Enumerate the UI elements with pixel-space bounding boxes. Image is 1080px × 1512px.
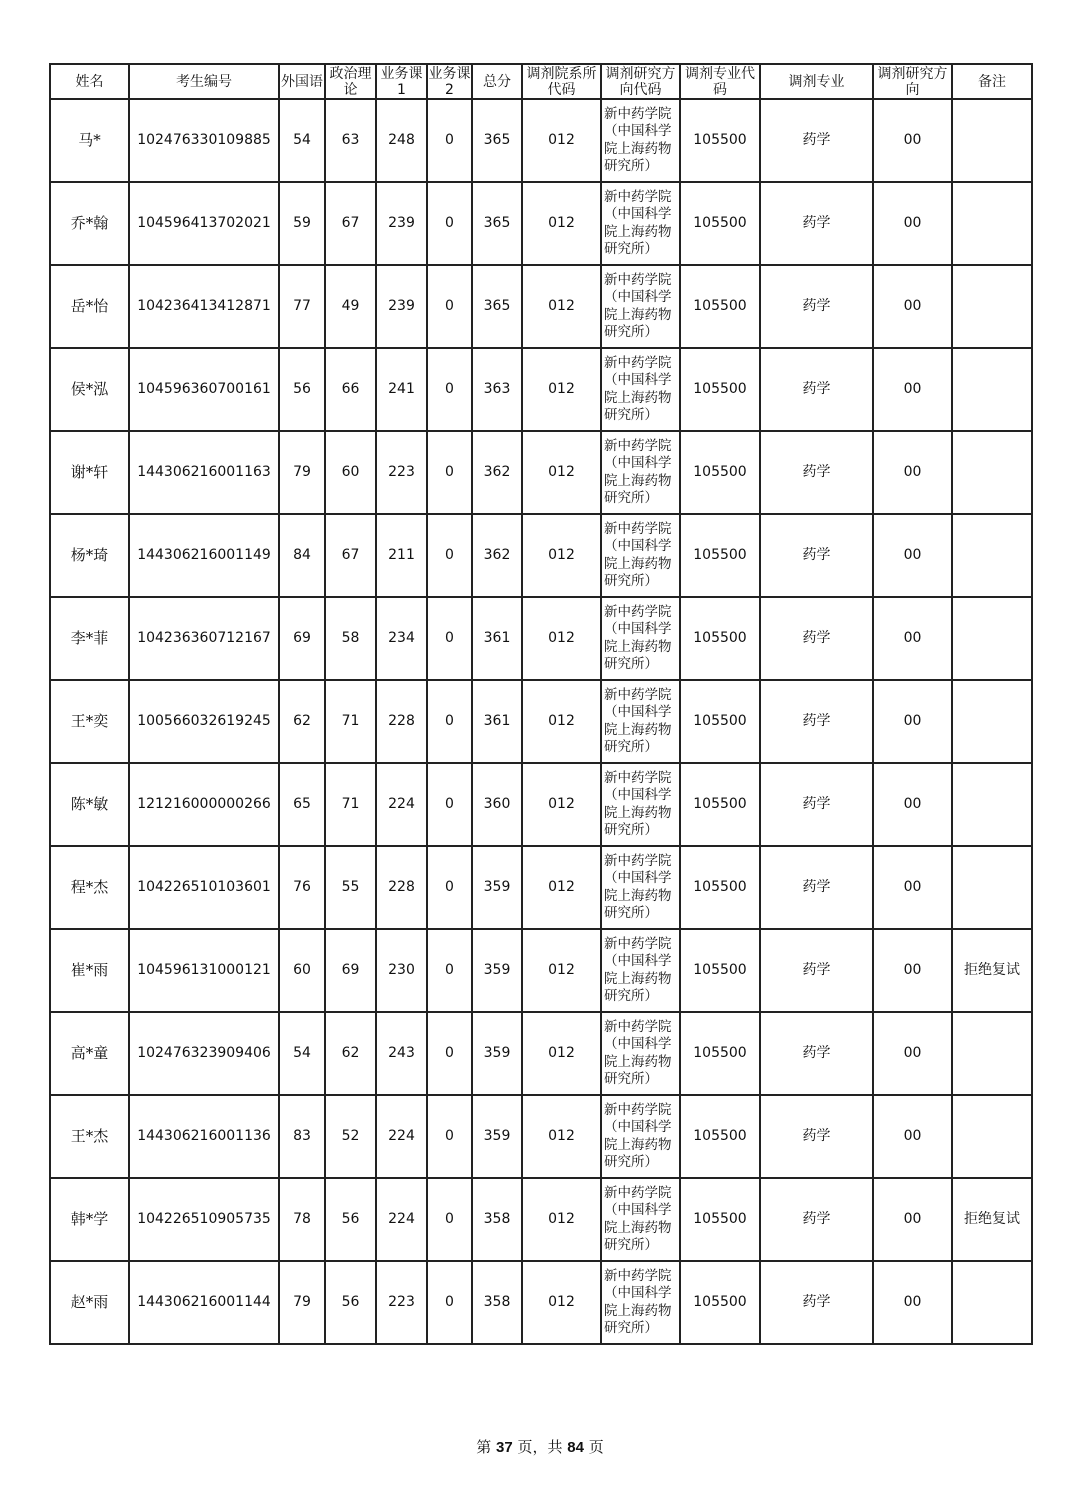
cell-remark: [952, 680, 1032, 763]
cell-dept-code: 012: [522, 763, 601, 846]
cell-total: 365: [472, 182, 522, 265]
cell-dept-code: 012: [522, 1178, 601, 1261]
table-row: [50, 929, 1032, 1012]
cell-dept-name: 新中药学院（中国科学院上海药物研究所）: [601, 680, 680, 763]
cell-total: 359: [472, 1095, 522, 1178]
cell-major: 药学: [760, 514, 873, 597]
cell-major-code: 105500: [680, 514, 760, 597]
cell-course-1: 241: [376, 348, 427, 431]
cell-remark: [952, 763, 1032, 846]
cell-course-1: 223: [376, 1261, 427, 1344]
cell-direction: 00: [873, 514, 952, 597]
table-row: [50, 348, 1032, 431]
cell-dept-name: 新中药学院（中国科学院上海药物研究所）: [601, 1178, 680, 1261]
cell-foreign-language: 77: [279, 265, 325, 348]
table-row: [50, 431, 1032, 514]
cell-dept-name: 新中药学院（中国科学院上海药物研究所）: [601, 431, 680, 514]
cell-course-2: 0: [427, 680, 472, 763]
cell-remark: [952, 514, 1032, 597]
cell-foreign-language: 65: [279, 763, 325, 846]
header-course-2: 业务课2: [428, 65, 471, 98]
cell-name: 程*杰: [50, 846, 129, 929]
cell-exam-id: 144306216001144: [129, 1261, 279, 1344]
cell-course-1: 234: [376, 597, 427, 680]
cell-exam-id: 104236360712167: [129, 597, 279, 680]
cell-dept-code: 012: [522, 514, 601, 597]
cell-major-code: 105500: [680, 763, 760, 846]
cell-politics: 62: [325, 1012, 376, 1095]
cell-remark: [952, 99, 1032, 182]
cell-course-2: 0: [427, 348, 472, 431]
cell-remark: [952, 597, 1032, 680]
cell-foreign-language: 84: [279, 514, 325, 597]
cell-direction: 00: [873, 431, 952, 514]
cell-major: 药学: [760, 597, 873, 680]
cell-exam-id: 102476330109885: [129, 99, 279, 182]
header-dept-code: 调剂院系所代码: [522, 64, 601, 99]
cell-name: 马*: [50, 99, 129, 182]
header-course-1: 业务课1: [376, 64, 427, 99]
cell-total: 361: [472, 680, 522, 763]
cell-exam-id: 104596131000121: [129, 929, 279, 1012]
cell-dept-code: 012: [522, 431, 601, 514]
cell-major: 药学: [760, 182, 873, 265]
cell-total: 359: [472, 846, 522, 929]
cell-dept-name: 新中药学院（中国科学院上海药物研究所）: [601, 1095, 680, 1178]
cell-foreign-language: 78: [279, 1178, 325, 1261]
cell-major-code: 105500: [680, 1178, 760, 1261]
cell-exam-id: 102476323909406: [129, 1012, 279, 1095]
cell-dept-name: 新中药学院（中国科学院上海药物研究所）: [601, 514, 680, 597]
cell-major: 药学: [760, 99, 873, 182]
cell-politics: 56: [325, 1261, 376, 1344]
cell-course-1: 239: [376, 182, 427, 265]
cell-dept-name: 新中药学院（中国科学院上海药物研究所）: [601, 846, 680, 929]
cell-exam-id: 121216000000266: [129, 763, 279, 846]
cell-direction: 00: [873, 1178, 952, 1261]
cell-name: 侯*泓: [50, 348, 129, 431]
cell-politics: 63: [325, 99, 376, 182]
cell-course-2: 0: [427, 514, 472, 597]
table-row: [50, 1012, 1032, 1095]
cell-politics: 71: [325, 680, 376, 763]
cell-course-1: 224: [376, 1095, 427, 1178]
cell-foreign-language: 54: [279, 99, 325, 182]
cell-major: 药学: [760, 1261, 873, 1344]
table-row: [50, 763, 1032, 846]
cell-direction: 00: [873, 182, 952, 265]
cell-dept-name: 新中药学院（中国科学院上海药物研究所）: [601, 265, 680, 348]
header-politics: 政治理论: [325, 64, 376, 99]
cell-name: 谢*轩: [50, 431, 129, 514]
cell-remark: [952, 846, 1032, 929]
cell-dept-code: 012: [522, 680, 601, 763]
cell-major: 药学: [760, 846, 873, 929]
cell-dept-name: 新中药学院（中国科学院上海药物研究所）: [601, 929, 680, 1012]
footer-page-number: 37: [496, 1439, 513, 1456]
cell-course-1: 248: [376, 99, 427, 182]
cell-foreign-language: 69: [279, 597, 325, 680]
cell-name: 高*童: [50, 1012, 129, 1095]
cell-remark: 拒绝复试: [952, 1178, 1032, 1261]
cell-total: 358: [472, 1261, 522, 1344]
cell-dept-code: 012: [522, 1261, 601, 1344]
table-body: [50, 99, 1032, 1344]
cell-exam-id: 104226510905735: [129, 1178, 279, 1261]
cell-course-1: 230: [376, 929, 427, 1012]
cell-direction: 00: [873, 680, 952, 763]
cell-course-2: 0: [427, 99, 472, 182]
cell-politics: 67: [325, 514, 376, 597]
cell-major: 药学: [760, 929, 873, 1012]
cell-remark: 拒绝复试: [952, 929, 1032, 1012]
cell-dept-name: 新中药学院（中国科学院上海药物研究所）: [601, 99, 680, 182]
cell-foreign-language: 76: [279, 846, 325, 929]
cell-name: 乔*翰: [50, 182, 129, 265]
cell-course-2: 0: [427, 597, 472, 680]
cell-dept-code: 012: [522, 1012, 601, 1095]
table-row: [50, 680, 1032, 763]
cell-name: 岳*怡: [50, 265, 129, 348]
cell-total: 359: [472, 1012, 522, 1095]
cell-major: 药学: [760, 431, 873, 514]
cell-total: 365: [472, 99, 522, 182]
cell-dept-code: 012: [522, 929, 601, 1012]
table-row: [50, 1095, 1032, 1178]
footer-middle: 页，共: [517, 1438, 563, 1456]
cell-remark: [952, 348, 1032, 431]
cell-total: 365: [472, 265, 522, 348]
cell-course-2: 0: [427, 1261, 472, 1344]
cell-name: 崔*雨: [50, 929, 129, 1012]
cell-course-2: 0: [427, 929, 472, 1012]
cell-direction: 00: [873, 99, 952, 182]
cell-exam-id: 144306216001163: [129, 431, 279, 514]
cell-course-2: 0: [427, 846, 472, 929]
cell-foreign-language: 54: [279, 1012, 325, 1095]
cell-major-code: 105500: [680, 1012, 760, 1095]
cell-dept-name: 新中药学院（中国科学院上海药物研究所）: [601, 763, 680, 846]
cell-foreign-language: 59: [279, 182, 325, 265]
cell-dept-code: 012: [522, 182, 601, 265]
cell-course-1: 228: [376, 680, 427, 763]
cell-major-code: 105500: [680, 846, 760, 929]
cell-dept-code: 012: [522, 348, 601, 431]
table-row: [50, 1178, 1032, 1261]
cell-course-1: 223: [376, 431, 427, 514]
cell-foreign-language: 56: [279, 348, 325, 431]
cell-major-code: 105500: [680, 929, 760, 1012]
header-foreign-language: 外国语: [279, 64, 325, 99]
cell-course-1: 239: [376, 265, 427, 348]
cell-course-2: 0: [427, 1178, 472, 1261]
header-name: 姓名: [50, 64, 129, 99]
cell-course-1: 224: [376, 763, 427, 846]
cell-major-code: 105500: [680, 680, 760, 763]
cell-remark: [952, 1012, 1032, 1095]
cell-direction: 00: [873, 846, 952, 929]
cell-total: 363: [472, 348, 522, 431]
table-row: [50, 514, 1032, 597]
header-direction: 调剂研究方向: [873, 64, 952, 99]
cell-foreign-language: 79: [279, 431, 325, 514]
cell-name: 杨*琦: [50, 514, 129, 597]
cell-exam-id: 144306216001149: [129, 514, 279, 597]
cell-course-2: 0: [427, 182, 472, 265]
table-row: [50, 265, 1032, 348]
cell-dept-name: 新中药学院（中国科学院上海药物研究所）: [601, 348, 680, 431]
table-row: [50, 182, 1032, 265]
cell-exam-id: 100566032619245: [129, 680, 279, 763]
cell-major: 药学: [760, 1095, 873, 1178]
cell-total: 362: [472, 431, 522, 514]
cell-politics: 60: [325, 431, 376, 514]
cell-course-2: 0: [427, 763, 472, 846]
cell-direction: 00: [873, 1261, 952, 1344]
cell-major-code: 105500: [680, 182, 760, 265]
cell-politics: 71: [325, 763, 376, 846]
cell-major-code: 105500: [680, 348, 760, 431]
cell-direction: 00: [873, 597, 952, 680]
cell-direction: 00: [873, 1012, 952, 1095]
cell-direction: 00: [873, 763, 952, 846]
cell-direction: 00: [873, 929, 952, 1012]
cell-major: 药学: [760, 348, 873, 431]
cell-politics: 66: [325, 348, 376, 431]
header-major: 调剂专业: [760, 64, 873, 99]
cell-politics: 67: [325, 182, 376, 265]
adjustment-list-table: [49, 63, 1033, 1345]
cell-total: 359: [472, 929, 522, 1012]
cell-politics: 69: [325, 929, 376, 1012]
header-row: [50, 64, 1032, 99]
cell-exam-id: 104236413412871: [129, 265, 279, 348]
cell-course-2: 0: [427, 265, 472, 348]
cell-total: 360: [472, 763, 522, 846]
cell-major: 药学: [760, 680, 873, 763]
cell-major-code: 105500: [680, 1261, 760, 1344]
cell-major-code: 105500: [680, 431, 760, 514]
header-total: 总分: [472, 64, 522, 99]
cell-foreign-language: 60: [279, 929, 325, 1012]
cell-name: 王*杰: [50, 1095, 129, 1178]
cell-remark: [952, 265, 1032, 348]
cell-major-code: 105500: [680, 1095, 760, 1178]
cell-course-2: 0: [427, 1095, 472, 1178]
cell-major: 药学: [760, 763, 873, 846]
page-footer: [0, 1436, 1080, 1457]
cell-dept-code: 012: [522, 846, 601, 929]
cell-course-1: 211: [376, 514, 427, 597]
cell-exam-id: 104226510103601: [129, 846, 279, 929]
cell-course-1: 228: [376, 846, 427, 929]
cell-remark: [952, 1261, 1032, 1344]
cell-politics: 58: [325, 597, 376, 680]
table-row: [50, 1261, 1032, 1344]
table-row: [50, 99, 1032, 182]
cell-major-code: 105500: [680, 99, 760, 182]
cell-total: 361: [472, 597, 522, 680]
footer-prefix: 第: [476, 1438, 492, 1456]
cell-dept-name: 新中药学院（中国科学院上海药物研究所）: [601, 597, 680, 680]
cell-major: 药学: [760, 1178, 873, 1261]
cell-dept-name: 新中药学院（中国科学院上海药物研究所）: [601, 1012, 680, 1095]
cell-name: 王*奕: [50, 680, 129, 763]
cell-foreign-language: 83: [279, 1095, 325, 1178]
cell-direction: 00: [873, 348, 952, 431]
cell-remark: [952, 431, 1032, 514]
cell-exam-id: 104596360700161: [129, 348, 279, 431]
table-row: [50, 597, 1032, 680]
header-exam-id: 考生编号: [129, 64, 279, 99]
cell-course-1: 243: [376, 1012, 427, 1095]
cell-dept-name: 新中药学院（中国科学院上海药物研究所）: [601, 1261, 680, 1344]
cell-dept-code: 012: [522, 1095, 601, 1178]
cell-direction: 00: [873, 265, 952, 348]
cell-exam-id: 104596413702021: [129, 182, 279, 265]
cell-course-1: 224: [376, 1178, 427, 1261]
footer-suffix: 页: [588, 1438, 604, 1456]
cell-course-2: 0: [427, 1012, 472, 1095]
cell-dept-code: 012: [522, 265, 601, 348]
table-row: [50, 846, 1032, 929]
cell-dept-code: 012: [522, 597, 601, 680]
cell-politics: 52: [325, 1095, 376, 1178]
cell-major-code: 105500: [680, 597, 760, 680]
cell-major-code: 105500: [680, 265, 760, 348]
cell-name: 陈*敏: [50, 763, 129, 846]
cell-name: 赵*雨: [50, 1261, 129, 1344]
header-dept-direction-code: 调剂研究方向代码: [601, 64, 680, 99]
cell-remark: [952, 182, 1032, 265]
header-remark: 备注: [952, 64, 1032, 99]
cell-politics: 49: [325, 265, 376, 348]
footer-total-pages: 84: [567, 1439, 584, 1456]
cell-exam-id: 144306216001136: [129, 1095, 279, 1178]
cell-politics: 56: [325, 1178, 376, 1261]
cell-course-2: 0: [427, 431, 472, 514]
cell-dept-name: 新中药学院（中国科学院上海药物研究所）: [601, 182, 680, 265]
cell-dept-code: 012: [522, 99, 601, 182]
cell-politics: 55: [325, 846, 376, 929]
cell-major: 药学: [760, 265, 873, 348]
cell-direction: 00: [873, 1095, 952, 1178]
cell-total: 358: [472, 1178, 522, 1261]
cell-foreign-language: 79: [279, 1261, 325, 1344]
cell-major: 药学: [760, 1012, 873, 1095]
cell-foreign-language: 62: [279, 680, 325, 763]
cell-remark: [952, 1095, 1032, 1178]
cell-name: 李*菲: [50, 597, 129, 680]
cell-name: 韩*学: [50, 1178, 129, 1261]
header-major-code: 调剂专业代码: [680, 64, 760, 99]
cell-total: 362: [472, 514, 522, 597]
